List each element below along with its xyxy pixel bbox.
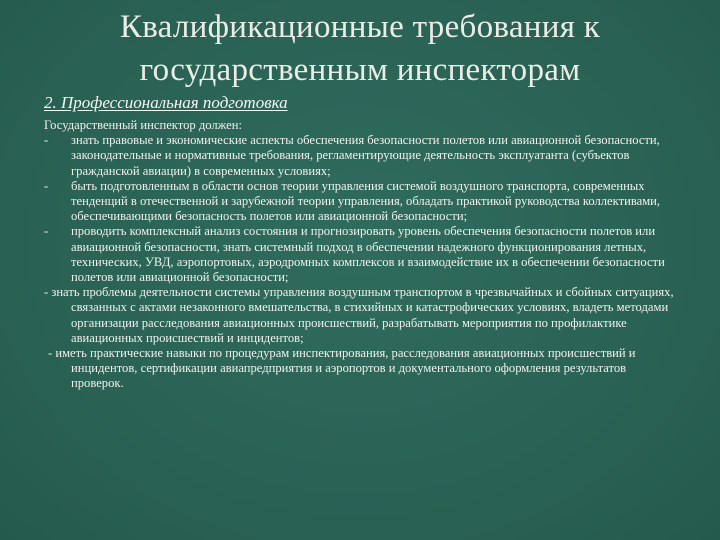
list-item (44, 133, 674, 179)
list-item-text: быть подготовленным в области основ теории управления системой воздушного транспорта, современных тенденций в отечественной и зарубежной теории управления, обладать практикой руководства коллективами, обеспечивающими безопасность полетов или авиационной безопасности; (71, 178, 661, 224)
intro-line: Государственный инспектор должен: (44, 118, 243, 132)
list-dash: - (44, 224, 49, 239)
list-item: - иметь практические навыки по процедурам инспектирования, расследования авиационных происшествий и инцидентов, сертификации авиапредприятия и аэропортов и документального оформления результатов проверок. (48, 346, 636, 391)
title-line-2: государственным инспекторам (139, 52, 581, 88)
list-item-text: проводить комплексный анализ состояния и прогнозировать уровень обеспечения безопасности полетов или авиационной безопасности, знать системный подход в обеспечении надежного функционирования летных, технических, УВД, аэропортовых, аэродромных комплексов и взаимодействие их в обеспечении безопасности полетов или авиационной безопасности; (71, 224, 665, 285)
list-item (44, 179, 674, 225)
list-item (44, 224, 674, 285)
list-dash: - (44, 178, 49, 193)
section-subtitle: 2. Профессиональная подготовка (44, 93, 288, 112)
slide-title (60, 6, 660, 92)
list-item: - знать проблемы деятельности системы управления воздушным транспортом в чрезвычайных и сбойных ситуациях, связанных с актами незаконного вмешательства, в стихийных и катастрофических условиях, владеть методами организации расследования авиационных происшествий, разрабатывать мероприятия по профилактике авиационных происшествий и инцидентов; (44, 285, 674, 345)
list-item-text: знать правовые и экономические аспекты обеспечения безопасности полетов или авиационной безопасности, законодательные и нормативные требования, регламентирующие деятельность эксплуатанта (субъектов гражданской авиации) в современных условиях; (71, 133, 660, 178)
title-line-1: Квалификационные требования к (119, 9, 601, 45)
list-dash: - (44, 133, 49, 148)
requirements-text (44, 118, 674, 392)
